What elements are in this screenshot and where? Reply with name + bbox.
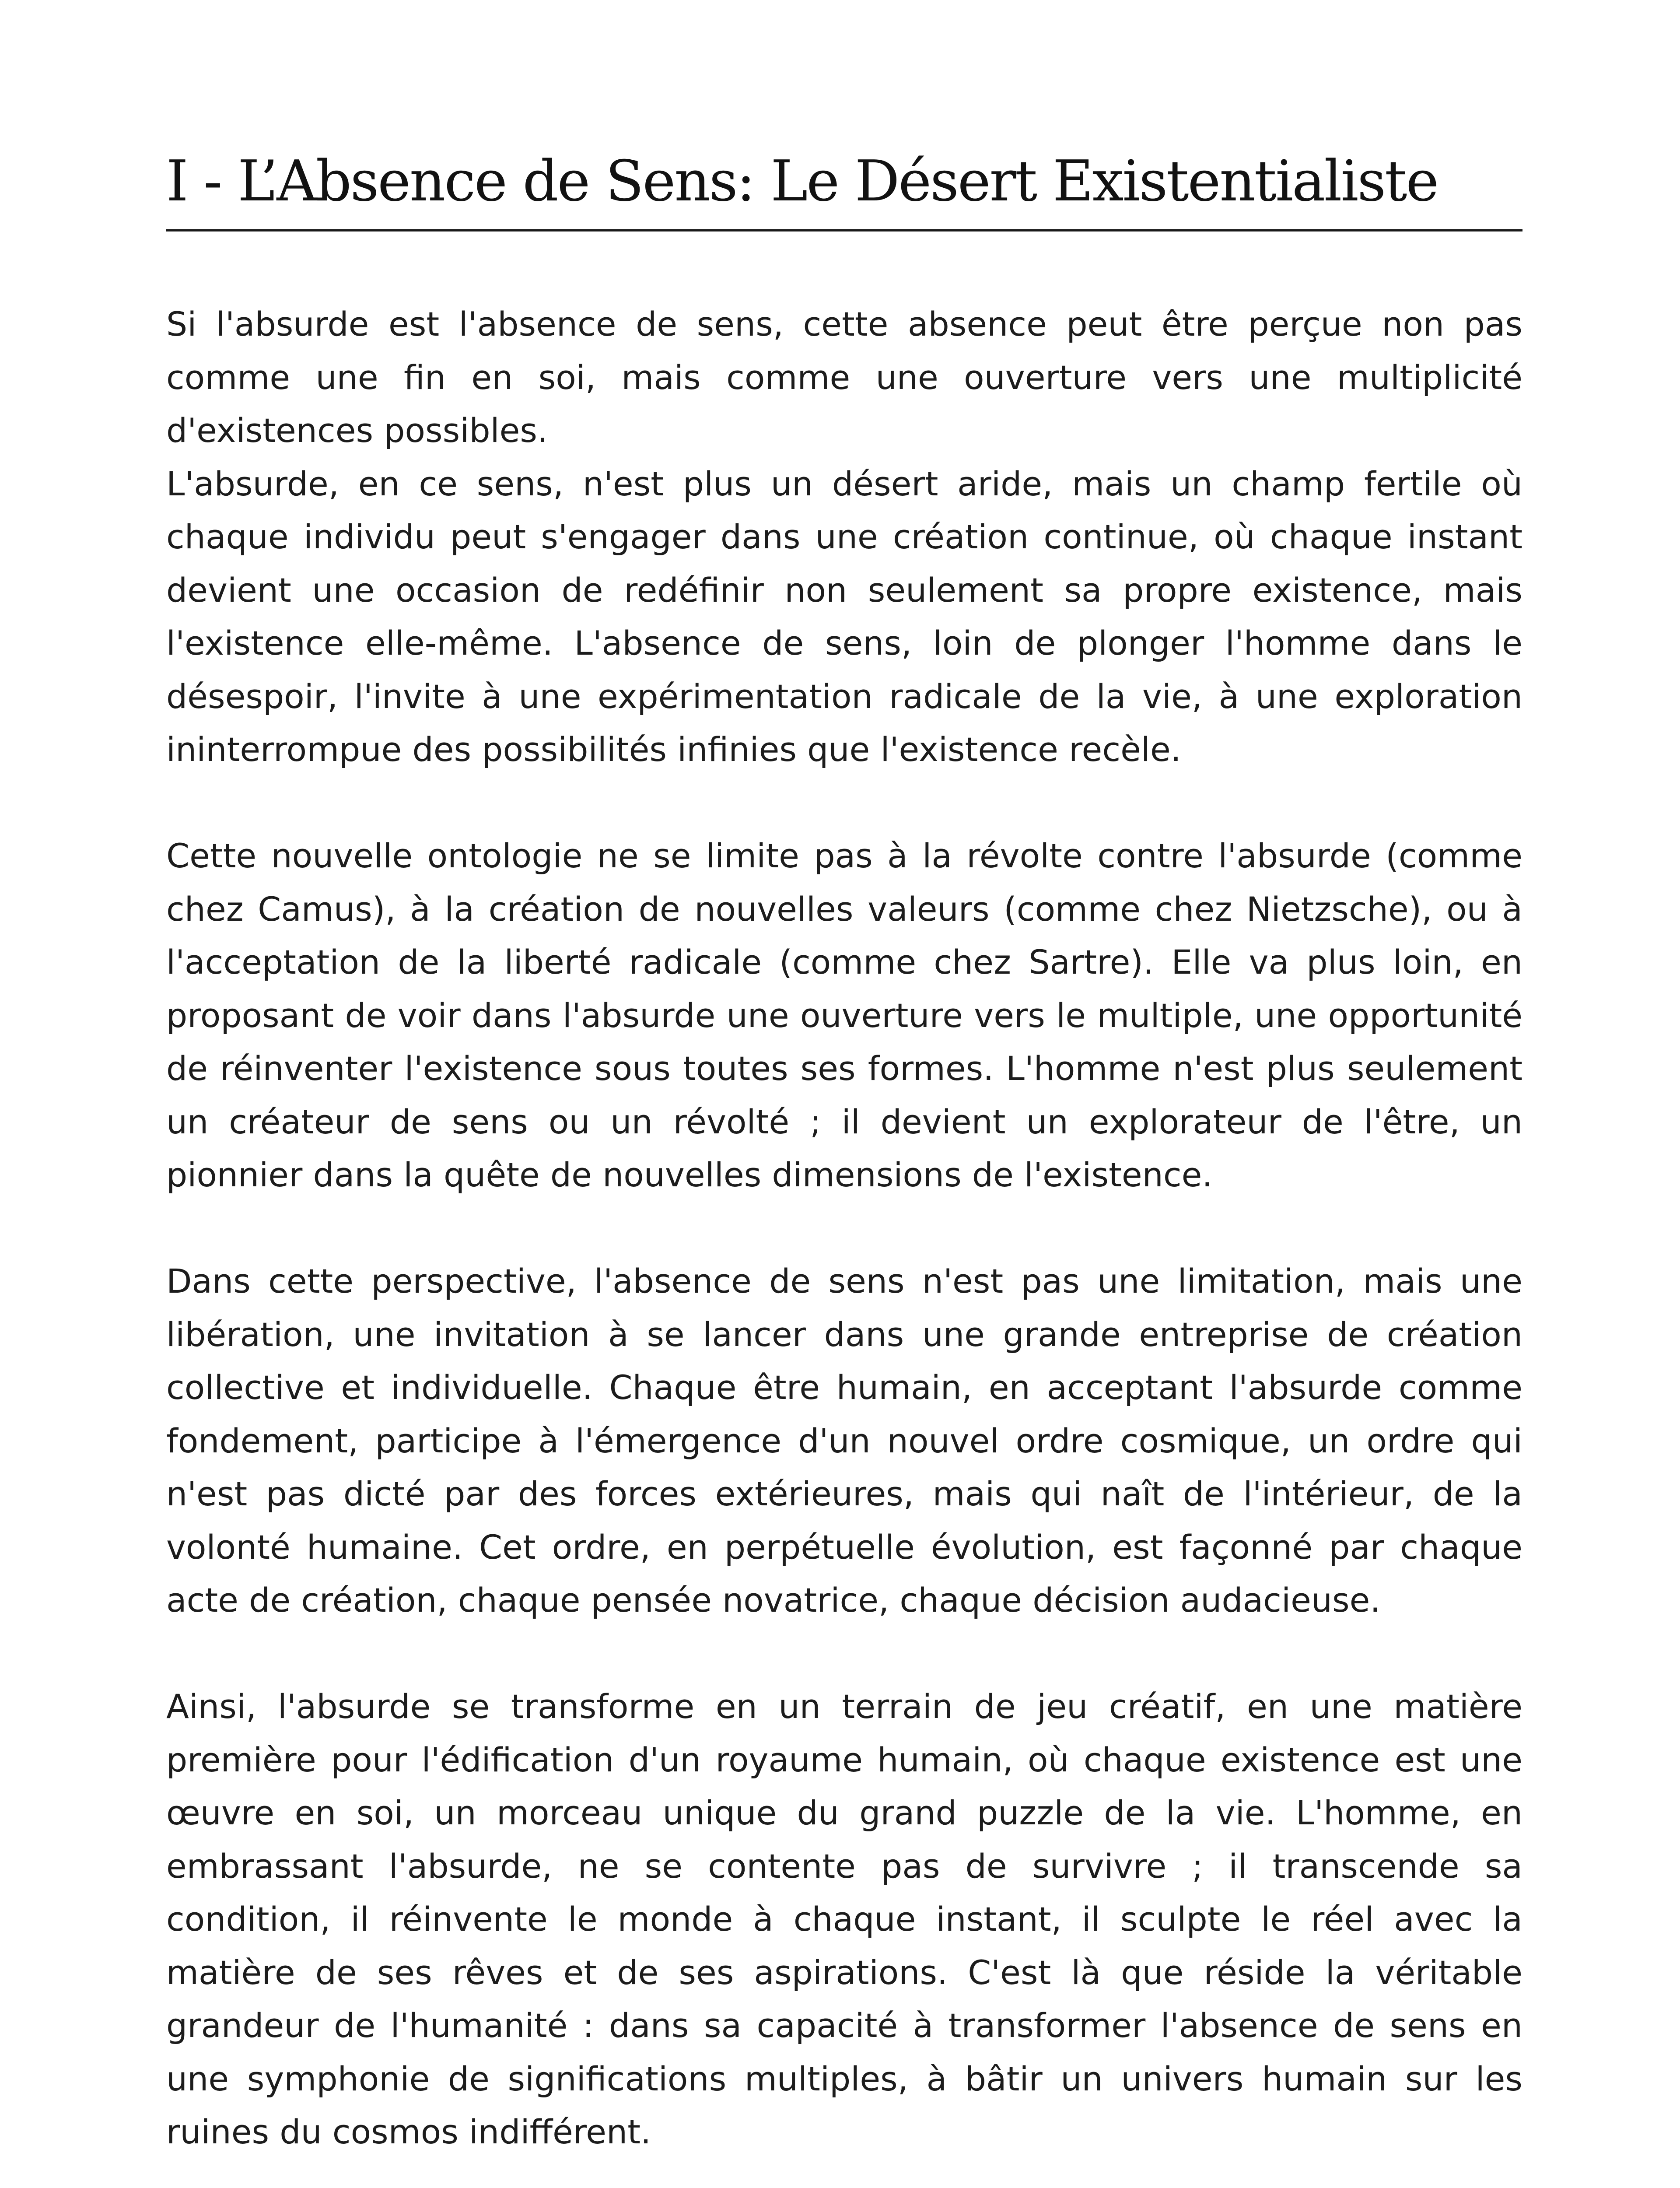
title-divider <box>166 229 1522 231</box>
paragraph-5: Ainsi, l'absurde se transforme en un terrain de jeu créatif, en une matière première pour l'édification d'un royaume humain, où chaque existence est une œuvre en soi, un morceau unique du grand puzzle de la vie. L'homme, en embrassant l'absurde, ne se contente pas de survivre ; il transcende sa condition, il réinvente le monde à chaque instant, il sculpte le réel avec la matière de ses rêves et de ses aspirations. C'est là que réside la véritable grandeur de l'humanité : dans sa capacité à transformer l'absence de sens en une symphonie de significations multiples, à bâtir un univers humain sur les ruines du cosmos indifférent. <box>166 1687 1522 2151</box>
paragraph-2: L'absurde, en ce sens, n'est plus un désert aride, mais un champ fertile où chaque individu peut s'engager dans une création continue, où chaque instant devient une occasion de redéfinir non seulement sa propre existence, mais l'existence elle-même. L'absence de sens, loin de plonger l'homme dans le désespoir, l'invite à une expérimentation radicale de la vie, à une exploration ininterrompue des possibilités infinies que l'existence recèle. <box>166 464 1522 769</box>
paragraph-3: Cette nouvelle ontologie ne se limite pas à la révolte contre l'absurde (comme chez Camus), à la création de nouvelles valeurs (comme chez Nietzsche), ou à l'acceptation de la liberté radicale (comme chez Sartre). Elle va plus loin, en proposant de voir dans l'absurde une ouverture vers le multiple, une opportunité de réinventer l'existence sous toutes ses formes. L'homme n'est plus seulement un créateur de sens ou un révolté ; il devient un explorateur de l'être, un pionnier dans la quête de nouvelles dimensions de l'existence. <box>166 836 1522 1194</box>
section-title: I - L’Absence de Sens: Le Désert Existentialiste <box>166 149 1438 214</box>
paragraph-4: Dans cette perspective, l'absence de sens n'est pas une limitation, mais une libération, une invitation à se lancer dans une grande entreprise de création collective et individuelle. Chaque être humain, en acceptant l'absurde comme fondement, participe à l'émergence d'un nouvel ordre cosmique, un ordre qui n'est pas dicté par des forces extérieures, mais qui naît de l'intérieur, de la volonté humaine. Cet ordre, en perpétuelle évolution, est façonné par chaque acte de création, chaque pensée novatrice, chaque décision audacieuse. <box>166 1262 1522 1620</box>
paragraph-1: Si l'absurde est l'absence de sens, cette absence peut être perçue non pas comme une fin en soi, mais comme une ouverture vers une multiplicité d'existences possibles. <box>166 305 1522 450</box>
body-text <box>166 298 1522 2159</box>
